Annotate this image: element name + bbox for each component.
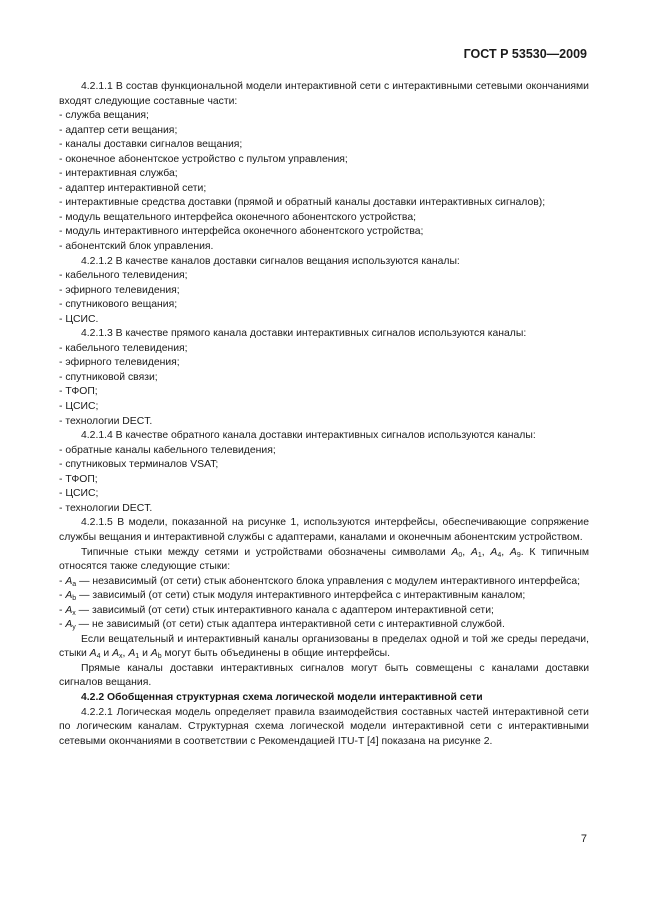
- list-item: - спутникового вещания;: [59, 299, 178, 311]
- list-item: - ТФОП;: [59, 473, 98, 485]
- list-item: - ЦСИС;: [59, 488, 99, 500]
- stub-y-item: - $A_y$ — не зависимый (от сети) стык адаптера интерактивной сети с интерактивной службой.: [59, 619, 505, 632]
- list-item: - адаптер сети вещания;: [59, 124, 178, 136]
- page-number: 7: [580, 833, 587, 845]
- list-item: - модуль вещательного интерфейса оконечного абонентского устройства;: [59, 211, 416, 223]
- list-item: - адаптер интерактивной сети;: [59, 182, 207, 194]
- list-item: - служба вещания;: [59, 110, 149, 122]
- list-item: - спутниковой связи;: [59, 371, 158, 383]
- page-body: [59, 80, 589, 749]
- list-item: - ЦСИС.: [59, 313, 99, 325]
- list-item: - абонентский блок управления.: [59, 241, 214, 253]
- list-item: - кабельного телевидения;: [59, 270, 188, 282]
- combined-interfaces-paragraph: Если вещательный и интерактивный каналы организованы в пределах одной и той же среды передачи, стыки $A_4$ и $A_x$, $A_1$ и $A_b$ могут быть объединены в общие интерфейсы.: [59, 633, 589, 661]
- section-4-2-1-2-intro: 4.2.1.2 В качестве каналов доставки сигналов вещания используются каналы:: [81, 255, 460, 267]
- list-item: - оконечное абонентское устройство с пультом управления;: [59, 153, 348, 165]
- list-item: - эфирного телевидения;: [59, 284, 180, 296]
- list-item: - технологии DECT.: [59, 502, 153, 514]
- list-item: - модуль интерактивного интерфейса оконечного абонентского устройства;: [59, 226, 424, 238]
- typical-stubs-paragraph: Типичные стыки между сетями и устройствами обозначены символами $A_0$, $A_1$, $A_4$, $A_9$. К типичным относятся также следующие стыки:: [59, 546, 589, 573]
- section-4-2-1-1-intro: 4.2.1.1 В состав функциональной модели интерактивной сети с интерактивными сетевыми окончаниями входят следующие составные части:: [59, 81, 589, 107]
- section-4-2-1-5-paragraph: 4.2.1.5 В модели, показанной на рисунке 1, используются интерфейсы, обеспечивающие сопряжение службы вещания и интерактивной службы с адаптерами, каналами и оконечным абонентским устройством.: [59, 517, 589, 543]
- stub-a-item: - $A_a$ — независимый (от сети) стык абонентского блока управления с модулем интерактивного интерфейса;: [59, 575, 581, 588]
- list-item: - интерактивные средства доставки (прямой и обратный каналы доставки интерактивных сигналов);: [59, 197, 546, 209]
- stub-b-item: - $A_b$ — зависимый (от сети) стык модуля интерактивного интерфейса с интерактивным каналом;: [59, 590, 526, 603]
- list-item: - эфирного телевидения;: [59, 357, 180, 369]
- list-item: - интерактивная служба;: [59, 168, 178, 180]
- document-code: ГОСТ Р 53530—2009: [463, 47, 587, 61]
- list-item: - кабельного телевидения;: [59, 342, 188, 354]
- list-item: - обратные каналы кабельного телевидения;: [59, 444, 276, 456]
- list-item: - каналы доставки сигналов вещания;: [59, 139, 243, 151]
- section-4-2-1-3-intro: 4.2.1.3 В качестве прямого канала доставки интерактивных сигналов используются каналы:: [81, 328, 527, 340]
- section-4-2-2-heading: 4.2.2 Обобщенная структурная схема логической модели интерактивной сети: [81, 691, 483, 703]
- list-item: - технологии DECT.: [59, 415, 153, 427]
- list-item: - спутниковых терминалов VSAT;: [59, 459, 219, 471]
- section-4-2-1-4-intro: 4.2.1.4 В качестве обратного канала доставки интерактивных сигналов используются каналы:: [81, 430, 536, 442]
- stub-x-item: - $A_x$ — зависимый (от сети) стык интерактивного канала с адаптером интерактивной сети;: [59, 604, 494, 617]
- section-4-2-2-1-paragraph: 4.2.2.1 Логическая модель определяет правила взаимодействия составных частей интерактивной сети по логическим каналам. Структурная схема логической модели интерактивной сети с интерактивными сетевыми окончаниями в соответствии с Рекомендацией ITU-T [4] показана на рисунке 2.: [59, 706, 589, 747]
- forward-channels-paragraph: Прямые каналы доставки интерактивных сигналов могут быть совмещены с каналами доставки сигналов вещания.: [59, 662, 589, 689]
- list-item: - ТФОП;: [59, 386, 98, 398]
- list-item: - ЦСИС;: [59, 401, 99, 413]
